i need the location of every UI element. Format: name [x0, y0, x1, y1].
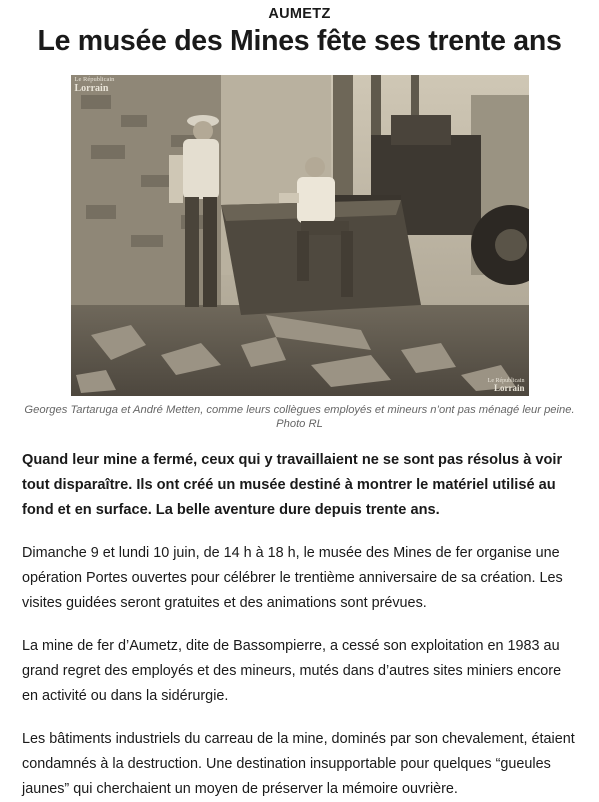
article-lead: Quand leur mine a fermé, ceux qui y travaillaient ne se sont pas résolus à voir tout disparaître. Ils ont créé un musée destiné à montrer le matériel utilisé au fond et en surface. La belle aventure dure depuis trente ans. [22, 452, 563, 518]
newspaper-logo: Le Républicain Lorrain [74, 76, 115, 94]
newspaper-logo-bottom: Le Républicain Lorrain [487, 378, 525, 393]
rubble-ground [71, 305, 529, 396]
photo-caption: Georges Tartaruga et André Metten, comme leurs collègues employés et mineurs n’ont pas ménagé leur peine. Photo RL [24, 404, 575, 430]
article-title: Le musée des Mines fête ses trente ans [37, 25, 562, 57]
photo-illustration [71, 75, 529, 396]
article-kicker: AUMETZ [268, 6, 331, 22]
article-paragraph: La mine de fer d’Aumetz, dite de Bassompierre, a cessé son exploitation en 1983 au grand regret des employés et des mineurs, mutés dans d’autres sites miniers encore en activité ou dans la sidérurgie. [22, 638, 562, 704]
article-paragraph: Les bâtiments industriels du carreau de la mine, dominés par son chevalement, étaient condamnés à la destruction. Une destination insupportable pour quelques “gueules jaunes” qui cherchaient un moyen de préserver la mémoire ouvrière. [22, 731, 575, 797]
article-paragraph: Dimanche 9 et lundi 10 juin, de 14 h à 18 h, le musée des Mines de fer organise une opération Portes ouvertes pour célébrer le trentième anniversaire de sa création. Les visites guidées seront gratuites et des animations sont prévues. [22, 545, 563, 611]
article-photo[interactable] [71, 75, 529, 396]
